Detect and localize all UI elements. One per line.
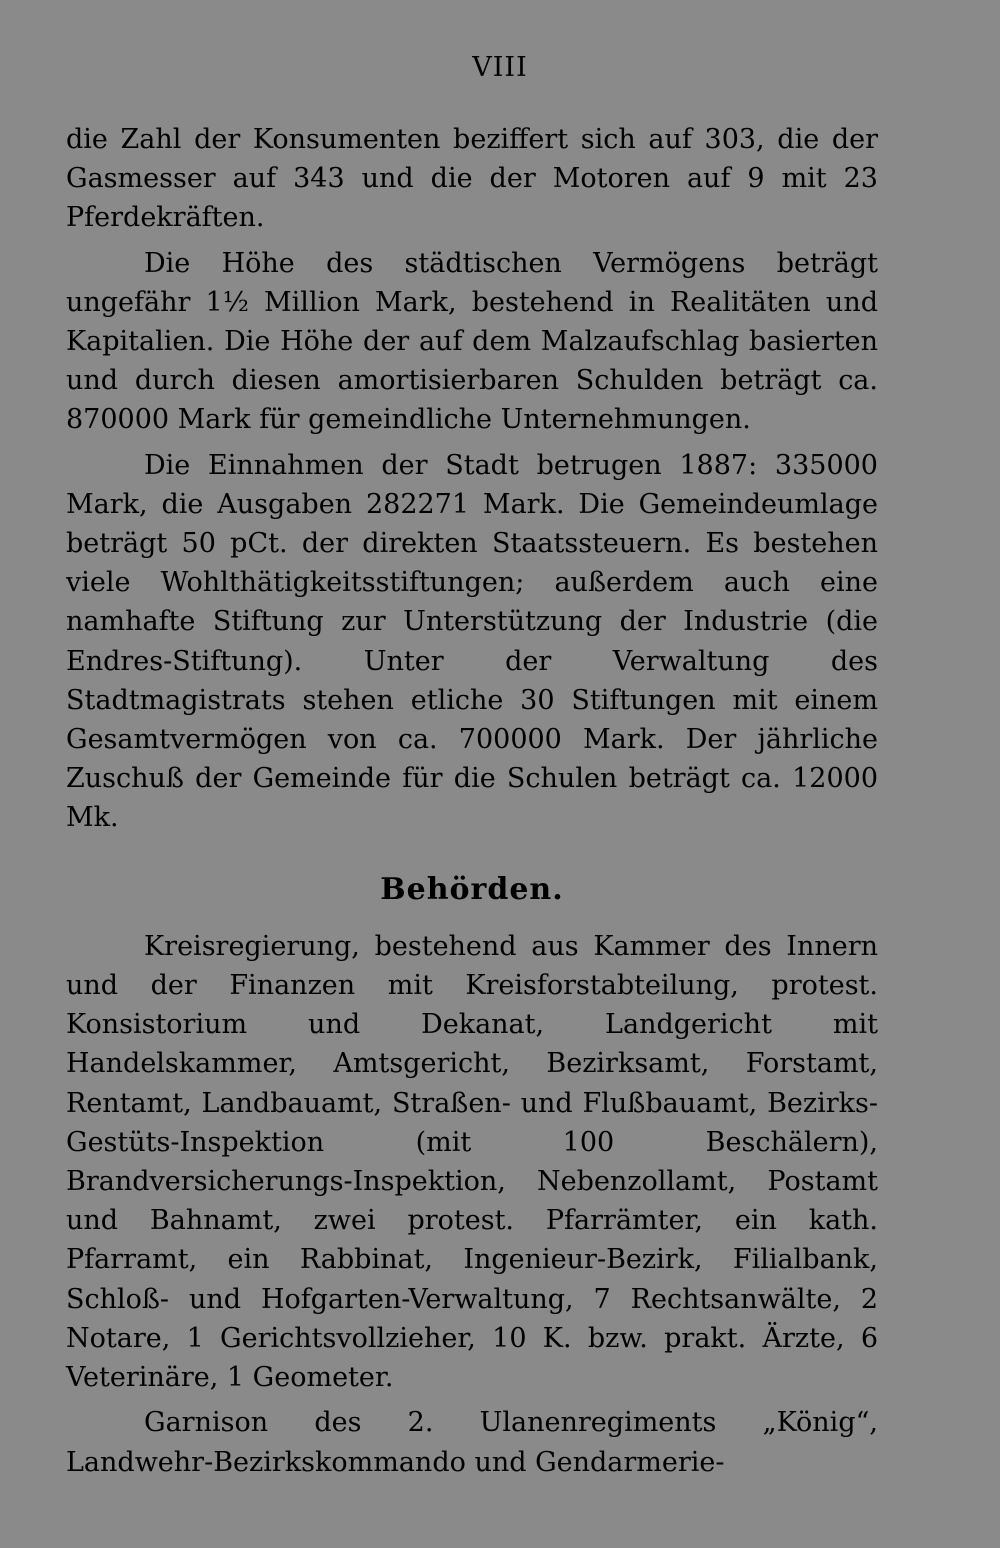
section-heading-authorities: Behörden. xyxy=(380,871,564,907)
page-content xyxy=(66,120,878,1482)
paragraph-city-revenue: Die Einnahmen der Stadt betrugen 1887: 335000 Mark, die Ausgaben 282271 Mark. Die Gemeindeumlage beträgt 50 pCt. der direkten Staatssteuern. Es bestehen viele Wohlthätigkeitsstiftungen; außerdem auch eine namhafte Stiftung zur Unterstützung der Industrie (die Endres-Stiftung). Unter der Verwaltung des Stadtmagistrats stehen etliche 30 Stiftungen mit einem Gesamtvermögen von ca. 700000 Mark. Der jährliche Zuschuß der Gemeinde für die Schulen beträgt ca. 12000 Mk. xyxy=(66,449,878,834)
paragraph-consumers: die Zahl der Konsumenten beziffert sich auf 303, die der Gasmesser auf 343 und die der Motoren auf 9 mit 23 Pferdekräften. xyxy=(66,124,878,234)
paragraph-garrison: Garnison des 2. Ulanenregiments „König“, Landwehr-Bezirkskommando und Gendarmerie- xyxy=(66,1407,878,1478)
page-number: VIII xyxy=(472,52,528,83)
paragraph-city-assets: Die Höhe des städtischen Vermögens beträgt ungefähr 1½ Million Mark, bestehend in Realitäten und Kapitalien. Die Höhe der auf dem Malzaufschlag basierten und durch diesen amortisierbaren Schulden beträgt ca. 870000 Mark für gemeindliche Unternehmungen. xyxy=(66,247,878,436)
paragraph-authorities-list: Kreisregierung, bestehend aus Kammer des Innern und der Finanzen mit Kreisforstabteilung, protest. Konsistorium und Dekanat, Landgericht mit Handelskammer, Amtsgericht, Bezirksamt, Forstamt, Rentamt, Landbauamt, Straßen- und Flußbauamt, Bezirks-Gestüts-Inspektion (mit 100 Beschälern), Brandversicherungs-Inspektion, Nebenzollamt, Postamt und Bahnamt, zwei protest. Pfarrämter, ein kath. Pfarramt, ein Rabbinat, Ingenieur-Bezirk, Filialbank, Schloß- und Hofgarten-Verwaltung, 7 Rechtsanwälte, 2 Notare, 1 Gerichtsvollzieher, 10 K. bzw. prakt. Ärzte, 6 Veterinäre, 1 Geometer. xyxy=(66,930,878,1394)
